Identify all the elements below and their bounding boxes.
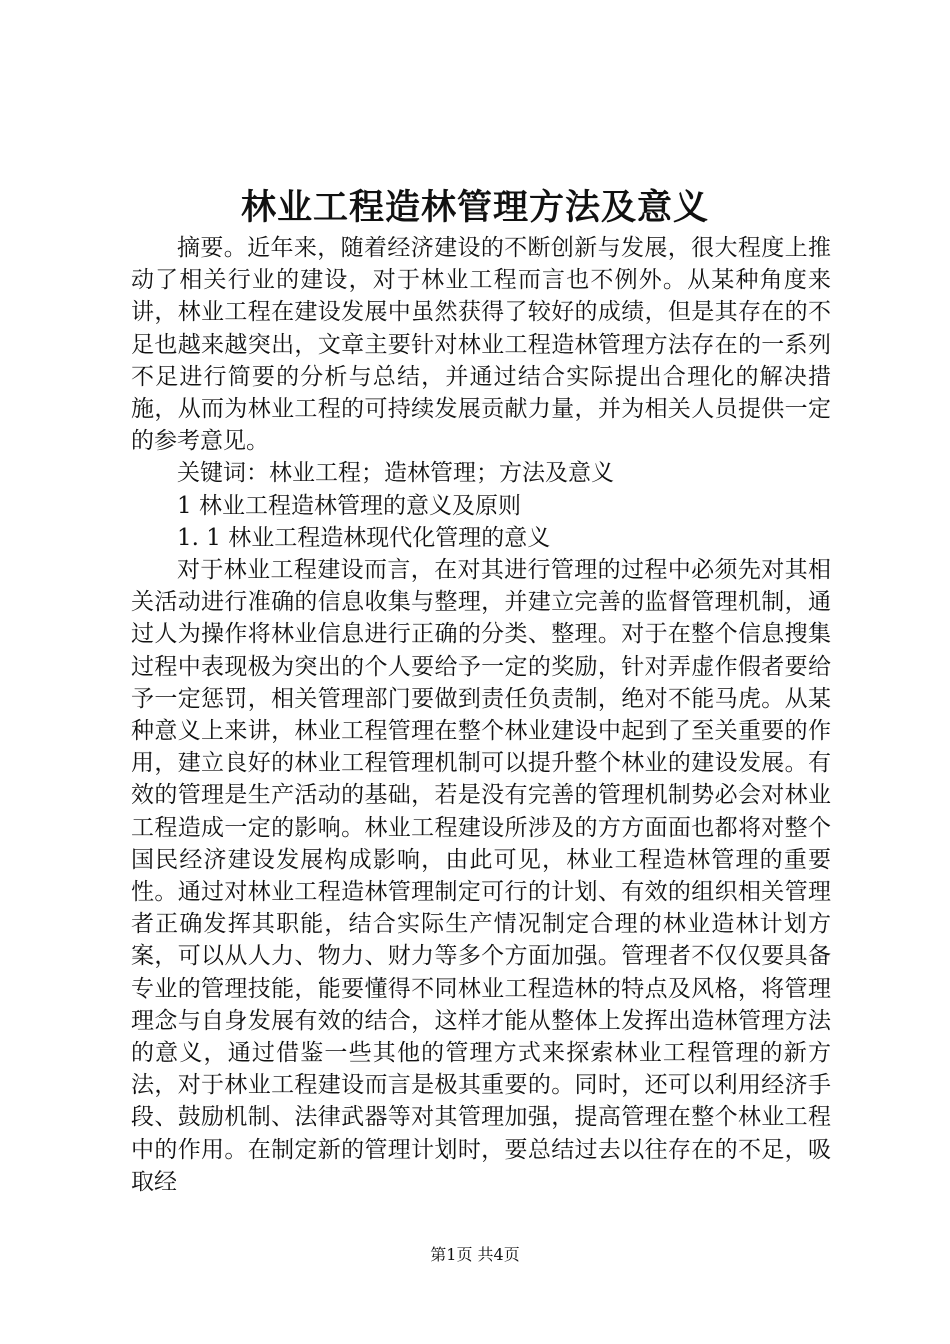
document-body — [131, 232, 831, 1198]
page-footer: 第1页 共4页 — [430, 1245, 520, 1264]
abstract-paragraph: 摘要。近年来，随着经济建设的不断创新与发展，很大程度上推动了相关行业的建设，对于林业工程而言也不例外。从某种角度来讲，林业工程在建设发展中虽然获得了较好的成绩，但是其存在的不足也越来越突出，文章主要针对林业工程造林管理方法存在的一系列不足进行简要的分析与总结，并通过结合实际提出合理化的解决措施，从而为林业工程的可持续发展贡献力量，并为相关人员提供一定的参考意见。 — [131, 235, 831, 455]
document-title: 林业工程造林管理方法及意义 — [240, 187, 709, 228]
section-heading: 1 林业工程造林管理的意义及原则 — [177, 492, 521, 519]
body-paragraph: 对于林业工程建设而言，在对其进行管理的过程中必须先对其相关活动进行准确的信息收集与整理，并建立完善的监督管理机制，通过人为操作将林业信息进行正确的分类、整理。对于在整个信息搜集过程中表现极为突出的个人要给予一定的奖励，针对弄虚作假者要给予一定惩罚，相关管理部门要做到责任负责制，绝对不能马虎。从某种意义上来讲，林业工程管理在整个林业建设中起到了至关重要的作用，建立良好的林业工程管理机制可以提升整个林业的建设发展。有效的管理是生产活动的基础，若是没有完善的管理机制势必会对林业工程造成一定的影响。林业工程建设所涉及的方方面面也都将对整个国民经济建设发展构成影响，由此可见，林业工程造林管理的重要性。通过对林业工程造林管理制定可行的计划、有效的组织相关管理者正确发挥其职能，结合实际生产情况制定合理的林业造林计划方案，可以从人力、物力、财力等多个方面加强。管理者不仅仅要具备专业的管理技能，能要懂得不同林业工程造林的特点及风格，将管理理念与自身发展有效的结合，这样才能从整体上发挥出造林管理方法的意义，通过借鉴一些其他的管理方式来探索林业工程管理的新方法，对于林业工程建设而言是极其重要的。同时，还可以利用经济手段、鼓励机制、法律武器等对其管理加强，提高管理在整个林业工程中的作用。在制定新的管理计划时，要总结过去以往存在的不足，吸取经 — [131, 557, 831, 1195]
subsection-heading: 1. 1 林业工程造林现代化管理的意义 — [177, 524, 551, 551]
keywords-paragraph: 关键词：林业工程；造林管理；方法及意义 — [177, 460, 614, 487]
